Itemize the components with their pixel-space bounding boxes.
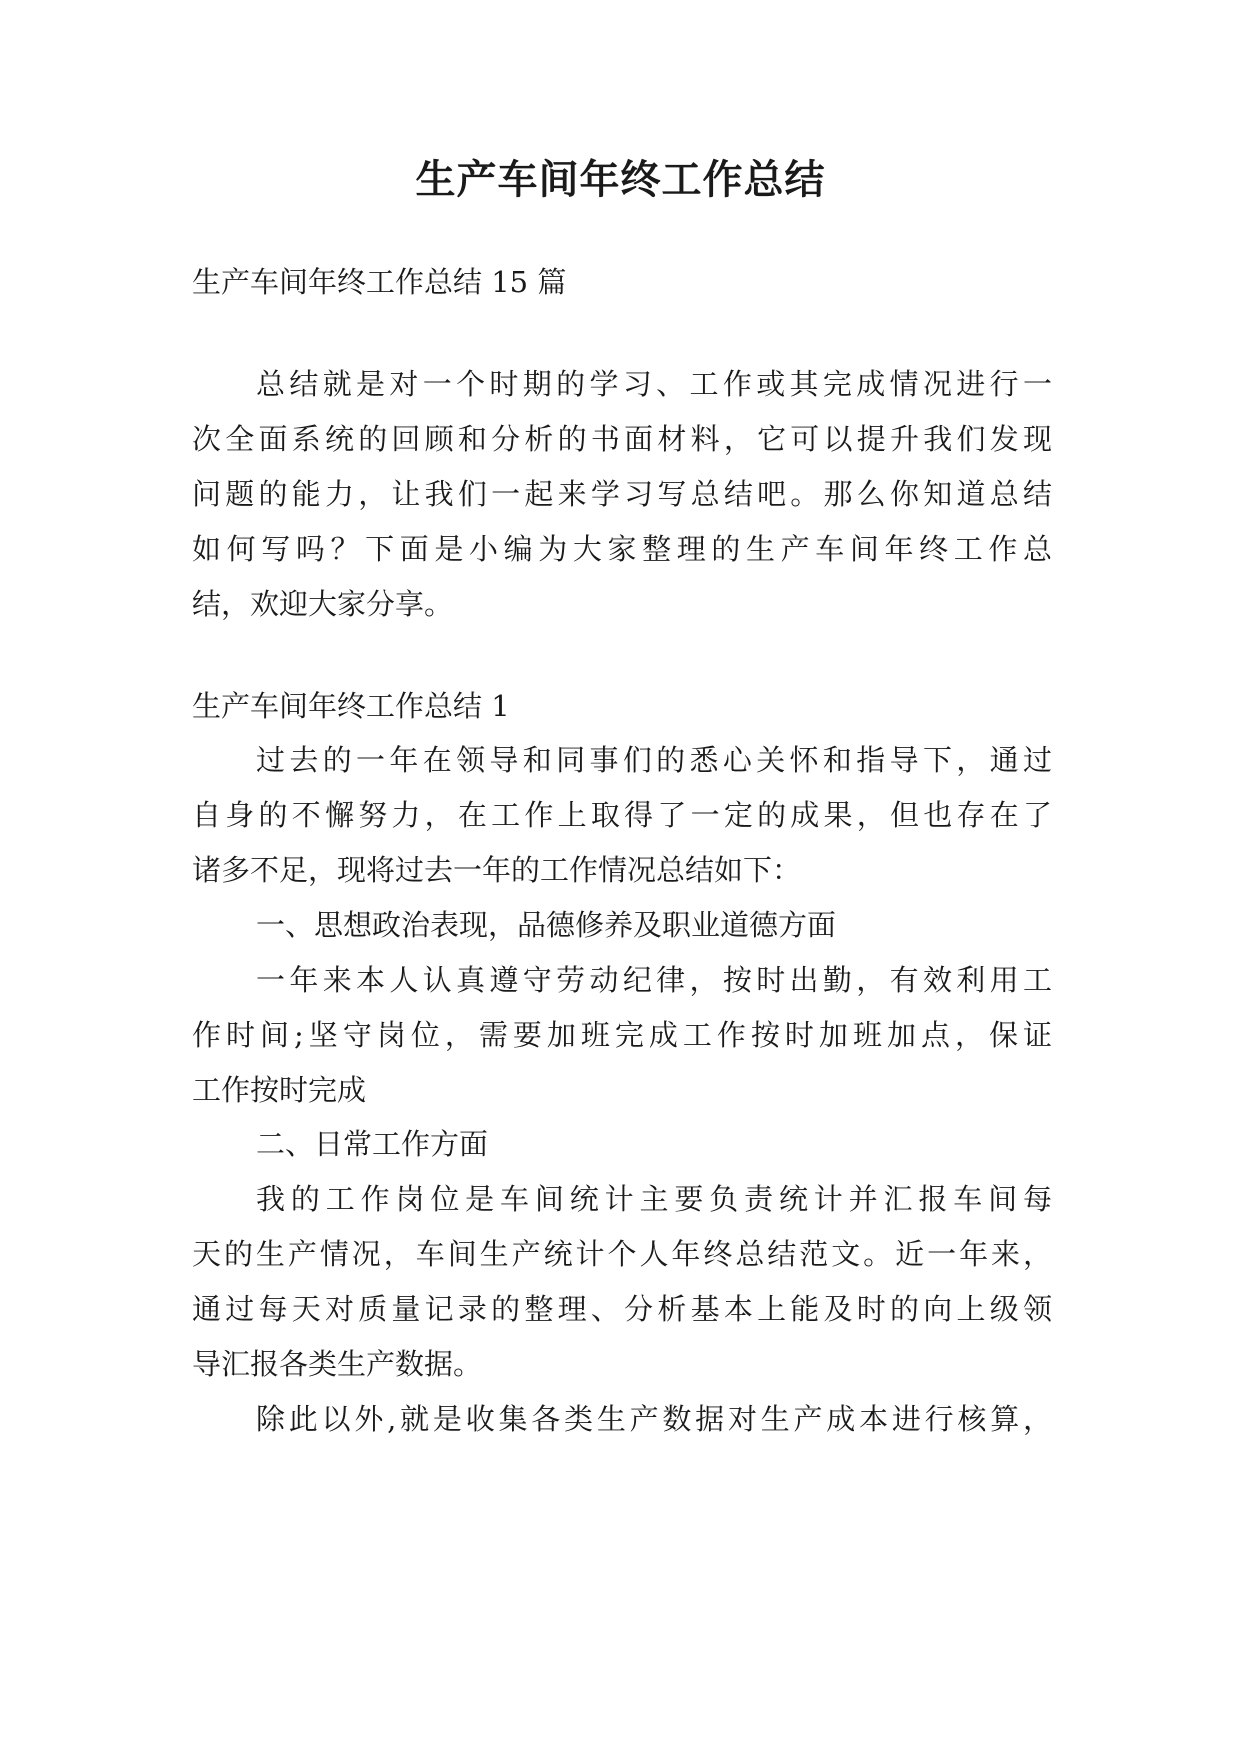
intro-line: 问题的能力，让我们一起来学习写总结吧。那么你知道总结	[192, 477, 1052, 511]
body-line: 除此以外,就是收集各类生产数据对生产成本进行核算，	[256, 1402, 1052, 1436]
document-subtitle: 生产车间年终工作总结 15 篇	[192, 265, 567, 299]
body-line: 导汇报各类生产数据。	[192, 1347, 483, 1381]
subheading-2: 二、日常工作方面	[256, 1127, 489, 1161]
body-line: 自身的不懈努力，在工作上取得了一定的成果，但也存在了	[192, 798, 1052, 832]
body-line: 一年来本人认真遵守劳动纪律，按时出勤，有效利用工	[256, 963, 1052, 997]
intro-line: 总结就是对一个时期的学习、工作或其完成情况进行一	[256, 367, 1052, 401]
body-line: 工作按时完成	[192, 1073, 367, 1107]
body-line: 通过每天对质量记录的整理、分析基本上能及时的向上级领	[192, 1292, 1052, 1326]
section-heading: 生产车间年终工作总结 1	[192, 689, 510, 723]
intro-line: 结，欢迎大家分享。	[192, 587, 454, 621]
subheading-1: 一、思想政治表现，品德修养及职业道德方面	[256, 908, 837, 942]
body-line: 诸多不足，现将过去一年的工作情况总结如下：	[192, 853, 802, 887]
body-line: 作时间;坚守岗位，需要加班完成工作按时加班加点，保证	[192, 1018, 1052, 1052]
body-line: 天的生产情况，车间生产统计个人年终总结范文。近一年来，	[192, 1237, 1052, 1271]
intro-line: 次全面系统的回顾和分析的书面材料，它可以提升我们发现	[192, 422, 1052, 456]
intro-line: 如何写吗？下面是小编为大家整理的生产车间年终工作总	[192, 532, 1052, 566]
body-line: 我的工作岗位是车间统计主要负责统计并汇报车间每	[256, 1182, 1052, 1216]
body-line: 过去的一年在领导和同事们的悉心关怀和指导下，通过	[256, 743, 1052, 777]
document-title: 生产车间年终工作总结	[415, 157, 826, 203]
